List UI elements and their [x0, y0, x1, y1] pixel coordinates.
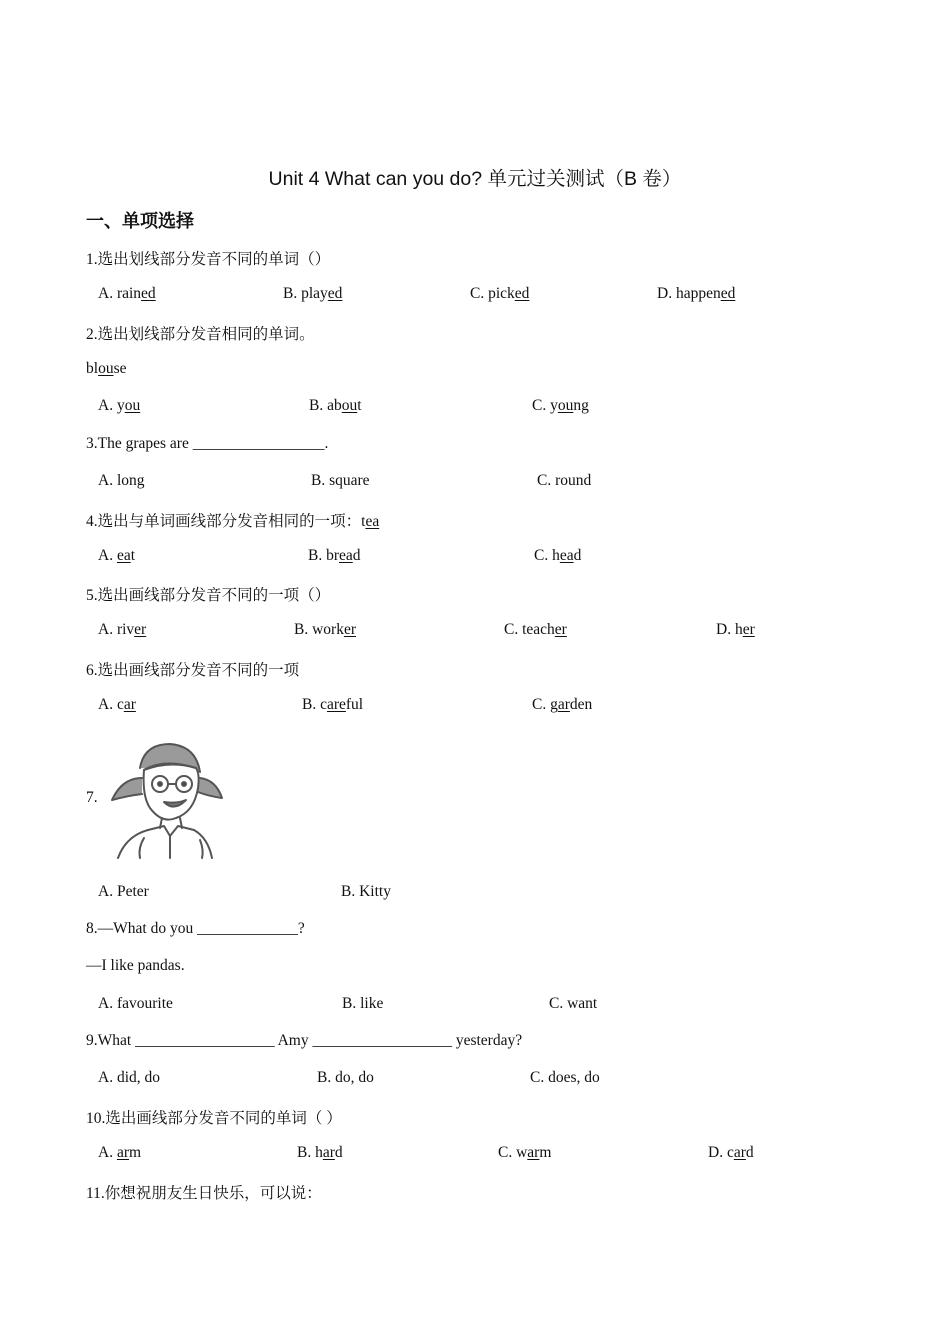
q2-word: blouse [86, 360, 127, 377]
q1-option-d[interactable]: D. happened [657, 285, 736, 302]
q1-option-a[interactable]: A. rained [98, 285, 156, 302]
q9-stem: 9.What __________________ Amy __________________ yesterday? [86, 1032, 523, 1049]
q7-number: 7. [86, 789, 98, 806]
q7-option-b[interactable]: B. Kitty [341, 883, 391, 900]
q8-option-c[interactable]: C. want [549, 995, 598, 1012]
q9-option-c[interactable]: C. does, do [530, 1069, 600, 1086]
q8-option-b[interactable]: B. like [342, 995, 384, 1012]
q1-stem: 1.选出划线部分发音不同的单词（） [86, 251, 331, 268]
q1-option-b[interactable]: B. played [283, 285, 343, 302]
q10-option-d[interactable]: D. card [708, 1144, 754, 1161]
page-title: Unit 4 What can you do? 单元过关测试（B 卷） [268, 168, 682, 190]
q7-option-a[interactable]: A. Peter [98, 883, 149, 900]
q6-stem: 6.选出画线部分发音不同的一项 [86, 662, 300, 679]
q8-stem: 8.—What do you _____________? [86, 920, 305, 937]
q5-option-d[interactable]: D. her [716, 621, 755, 638]
q11-stem: 11.你想祝朋友生日快乐，可以说： [86, 1185, 322, 1202]
q5-stem: 5.选出画线部分发音不同的一项（） [86, 587, 331, 604]
q4-option-a[interactable]: A. eat [98, 547, 136, 564]
q2-option-c[interactable]: C. young [532, 397, 589, 414]
q10-stem: 10.选出画线部分发音不同的单词（ ） [86, 1110, 342, 1127]
q9-option-a[interactable]: A. did, do [98, 1069, 160, 1086]
q5-option-a[interactable]: A. river [98, 621, 147, 638]
q5-option-c[interactable]: C. teacher [504, 621, 567, 638]
q3-stem: 3.The grapes are _________________. [86, 435, 329, 452]
q6-option-c[interactable]: C. garden [532, 696, 593, 713]
q6-option-b[interactable]: B. careful [302, 696, 364, 713]
q2-option-a[interactable]: A. you [98, 397, 141, 414]
q4-option-b[interactable]: B. bread [308, 547, 361, 564]
q2-stem: 2.选出划线部分发音相同的单词。 [86, 326, 315, 343]
q8-option-a[interactable]: A. favourite [98, 995, 173, 1012]
q1-option-c[interactable]: C. picked [470, 285, 530, 302]
q3-option-a[interactable]: A. long [98, 472, 145, 489]
q5-option-b[interactable]: B. worker [294, 621, 356, 638]
q2-option-b[interactable]: B. about [309, 397, 362, 414]
q10-option-c[interactable]: C. warm [498, 1144, 552, 1161]
q3-option-b[interactable]: B. square [311, 472, 370, 489]
girl-with-glasses-illustration [104, 738, 224, 860]
q6-option-a[interactable]: A. car [98, 696, 136, 713]
q8-reply: —I like pandas. [86, 957, 185, 974]
q9-option-b[interactable]: B. do, do [317, 1069, 374, 1086]
q4-stem: 4.选出与单词画线部分发音相同的一项：tea [86, 513, 380, 530]
q3-option-c[interactable]: C. round [537, 472, 592, 489]
q10-option-a[interactable]: A. arm [98, 1144, 142, 1161]
section-heading: 一、单项选择 [86, 211, 194, 232]
q10-option-b[interactable]: B. hard [297, 1144, 343, 1161]
q4-option-c[interactable]: C. head [534, 547, 582, 564]
